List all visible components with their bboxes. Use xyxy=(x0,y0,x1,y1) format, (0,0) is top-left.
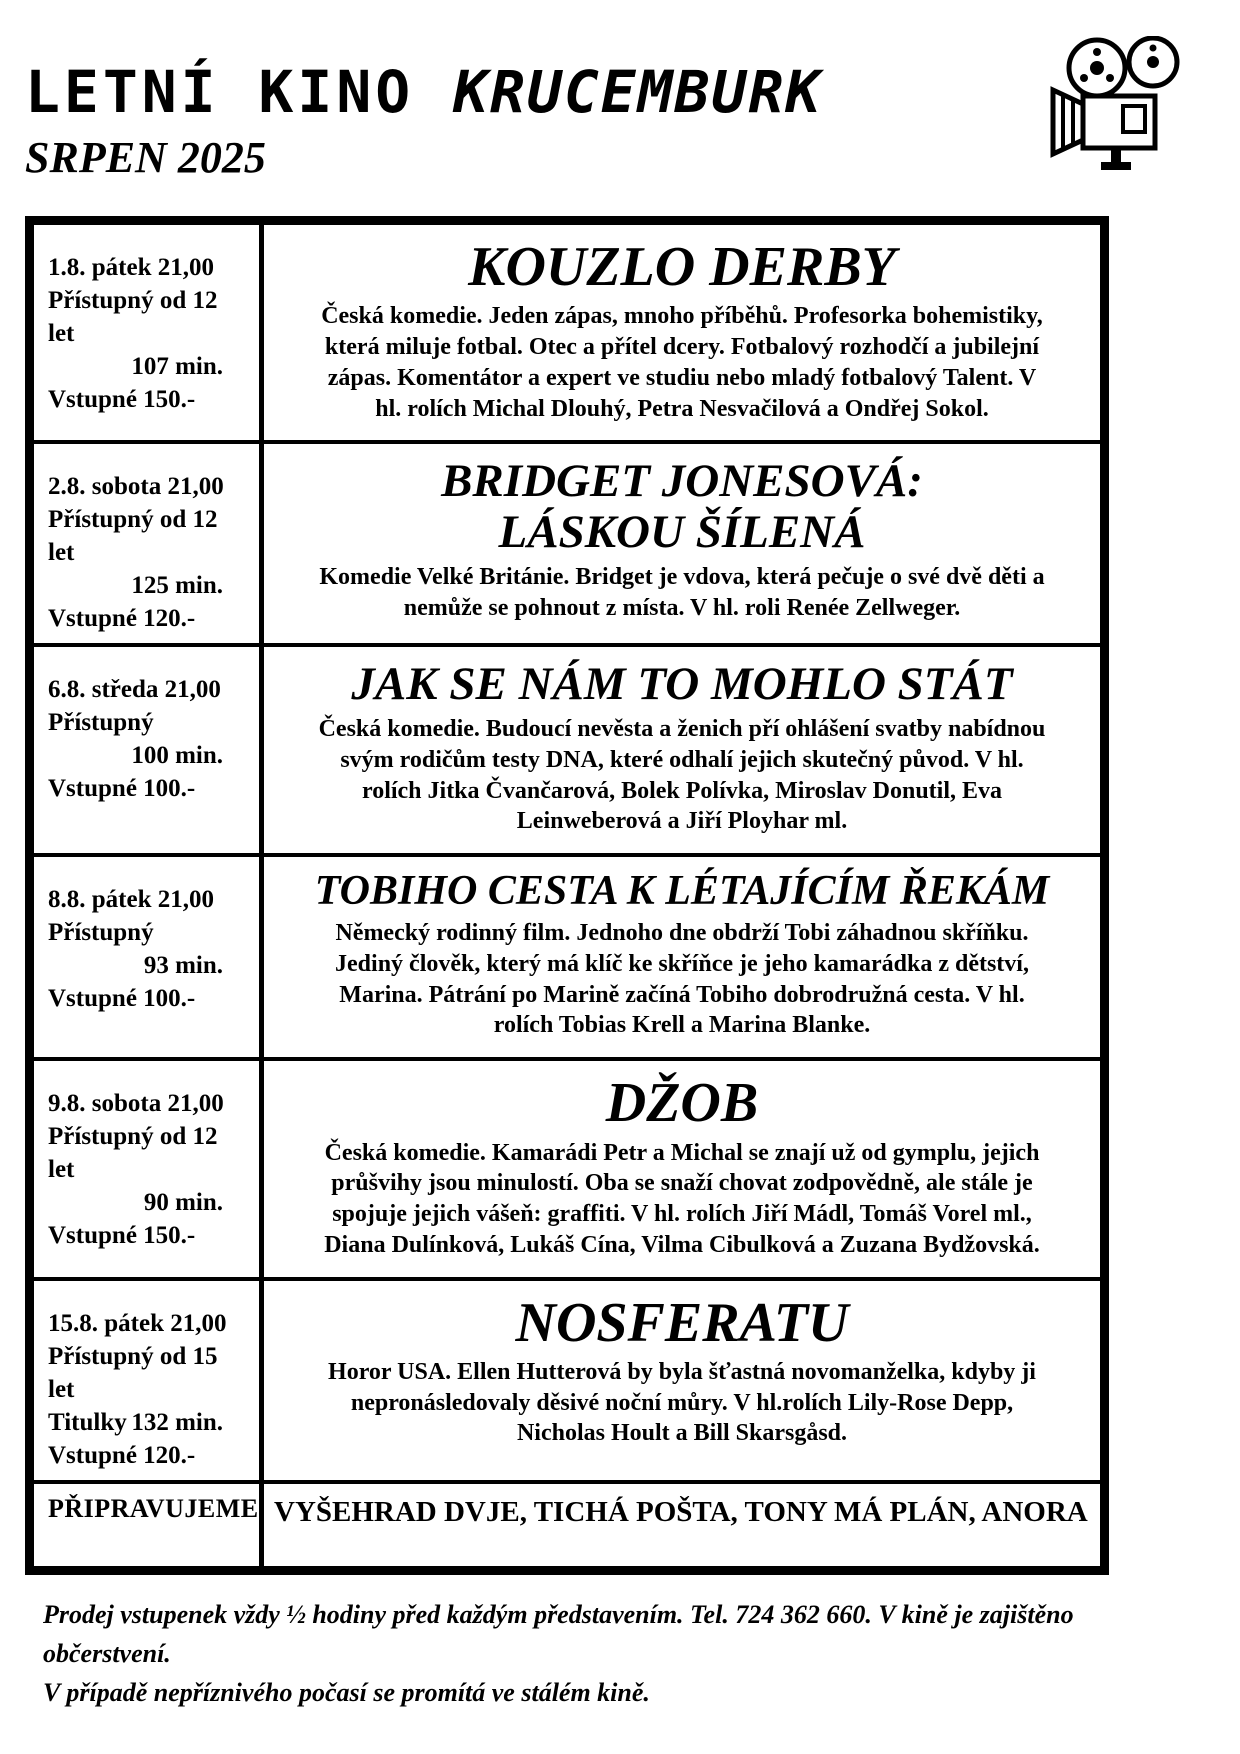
screening-subtitles: Titulky xyxy=(48,1408,127,1436)
screening-date: 8.8. pátek 21,00 xyxy=(48,885,214,913)
movie-row xyxy=(34,857,1100,1061)
screening-date: 1.8. pátek 21,00 xyxy=(48,254,214,281)
upcoming-label: PŘIPRAVUJEME xyxy=(34,1484,264,1566)
movie-title xyxy=(288,869,1076,914)
upcoming-titles: VYŠEHRAD DVJE, TICHÁ POŠTA, TONY MÁ PLÁN, ANORA xyxy=(274,1495,1088,1528)
screening-rating: Přístupný xyxy=(48,709,154,737)
film-projector-icon xyxy=(1035,36,1185,181)
screening-duration: 90 min. xyxy=(143,1189,223,1217)
screening-duration-line xyxy=(48,739,249,772)
screening-info xyxy=(34,225,264,440)
movie-description: Horor USA. Ellen Hutterová by byla šťastná novomanželka, kdyby ji nepronásledovaly děsivé noční můry. V hl.rolích Lily-Rose Depp, Nicholas Hoult a Bill Skarsgåsd. xyxy=(328,1359,1036,1447)
movie-details xyxy=(264,857,1100,1057)
cinema-title-main: LETNÍ KINO xyxy=(25,58,415,126)
screening-duration-line xyxy=(48,1406,249,1439)
screening-date: 9.8. sobota 21,00 xyxy=(48,1090,224,1118)
movie-title-line1: JAK SE NÁM TO MOHLO STÁT xyxy=(351,658,1013,711)
movie-description: Německý rodinný film. Jednoho dne obdrží Tobi záhadnou skříňku. Jediný člověk, který má klíč ke skříňce je jeho kamarádka z dětství, Marina. Pátrání po Marině začíná Tobiho dobrodružná cesta. V hl. rolích Tobias Krell a Marina Blanke. xyxy=(335,920,1029,1039)
screening-duration: 125 min. xyxy=(131,572,223,600)
screening-price: Vstupné 150.- xyxy=(48,386,196,413)
movie-description: Komedie Velké Británie. Bridget je vdova, která pečuje o své dvě děti a nemůže se pohnout z místa. V hl. roli Renée Zellweger. xyxy=(319,563,1045,621)
screening-price: Vstupné 100.- xyxy=(48,984,196,1012)
footer-note-line1: Prodej vstupenek vždy ½ hodiny před každým představením. Tel. 724 362 660. V kině je zajištěno občerstvení. xyxy=(43,1599,1074,1668)
movie-title-line1: BRIDGET JONESOVÁ: xyxy=(441,455,923,508)
header xyxy=(25,28,1240,208)
screening-duration: 93 min. xyxy=(143,951,223,979)
screening-rating: Přístupný od 15 let xyxy=(48,1342,218,1403)
screening-price: Vstupné 150.- xyxy=(48,1222,196,1250)
movie-description: Česká komedie. Jeden zápas, mnoho příběhů. Profesorka bohemistiky, která miluje fotbal. Otec a přítel dcery. Fotbalový rozhodčí a jubilejní zápas. Komentátor a expert ve studiu nebo mladý fotbalový Talent. V hl. rolích Michal Dlouhý, Petra Nesvačilová a Ondřej Sokol. xyxy=(321,303,1043,422)
screening-date: 15.8. pátek 21,00 xyxy=(48,1309,227,1337)
movie-title-line1: KOUZLO DERBY xyxy=(468,236,896,298)
screening-info xyxy=(34,857,264,1057)
program-table xyxy=(25,216,1109,1575)
screening-date: 2.8. sobota 21,00 xyxy=(48,473,224,501)
screening-info xyxy=(34,1281,264,1480)
movie-title xyxy=(288,1293,1076,1353)
movie-description: Česká komedie. Kamarádi Petr a Michal se znají už od gymplu, jejich průšvihy jsou minulostí. Oba se snaží chovat zodpovědně, ale stále je spojuje jejich vášeň: graffiti. V hl. rolích Jiří Mádl, Tomáš Vorel ml., Diana Dulínková, Lukáš Cína, Vilma Cibulková a Zuzana Bydžovská. xyxy=(324,1139,1040,1258)
screening-duration: 100 min. xyxy=(131,742,223,770)
footer-note xyxy=(43,1595,1200,1712)
screening-duration-line xyxy=(48,949,249,982)
screening-info xyxy=(34,647,264,853)
movie-title xyxy=(288,456,1076,558)
screening-price: Vstupné 120.- xyxy=(48,605,196,633)
movie-title-line1: NOSFERATU xyxy=(515,1291,849,1354)
movie-details xyxy=(264,647,1100,853)
movie-row xyxy=(34,647,1100,857)
movie-row xyxy=(34,1281,1100,1484)
movie-title xyxy=(288,659,1076,710)
screening-duration: 107 min. xyxy=(131,353,223,380)
movie-details xyxy=(264,444,1100,643)
screening-info xyxy=(34,1061,264,1276)
screening-duration-line xyxy=(48,350,249,383)
screening-duration: 132 min. xyxy=(131,1408,223,1436)
movie-row xyxy=(34,1061,1100,1280)
movie-details xyxy=(264,1281,1100,1480)
screening-duration-line xyxy=(48,569,249,602)
footer-note-line2: V případě nepříznivého počasí se promítá ve stálém kině. xyxy=(43,1677,650,1707)
movie-title-line1: TOBIHO CESTA K LÉTAJÍCÍM ŘEKÁM xyxy=(314,867,1050,914)
upcoming-row xyxy=(34,1484,1100,1566)
movie-row xyxy=(34,444,1100,647)
movie-title xyxy=(288,1073,1076,1133)
movie-row xyxy=(34,225,1100,444)
movie-details xyxy=(264,225,1100,440)
cinema-title-brand: KRUCEMBURK xyxy=(453,58,823,126)
movie-title-line1: DŽOB xyxy=(605,1072,759,1135)
movie-title-line2: LÁSKOU ŠÍLENÁ xyxy=(498,506,866,559)
screening-info xyxy=(34,444,264,643)
screening-rating: Přístupný xyxy=(48,918,154,946)
screening-rating: Přístupný od 12 let xyxy=(48,287,218,347)
screening-duration-line xyxy=(48,1186,249,1219)
movie-title xyxy=(288,237,1076,297)
movie-description: Česká komedie. Budoucí nevěsta a ženich pří ohlášení svatby nabídnou svým rodičům testy DNA, které odhalí jejich skutečný původ. V hl. rolích Jitka Čvančarová, Bolek Polívka, Miroslav Donutil, Eva Leinweberová a Jiří Ployhar ml. xyxy=(318,716,1046,835)
screening-price: Vstupné 100.- xyxy=(48,775,196,803)
screening-rating: Přístupný od 12 let xyxy=(48,506,218,567)
screening-rating: Přístupný od 12 let xyxy=(48,1123,218,1184)
month-title: SRPEN 2025 xyxy=(25,133,266,182)
screening-price: Vstupné 120.- xyxy=(48,1441,196,1469)
screening-date: 6.8. středa 21,00 xyxy=(48,676,221,704)
movie-details xyxy=(264,1061,1100,1276)
